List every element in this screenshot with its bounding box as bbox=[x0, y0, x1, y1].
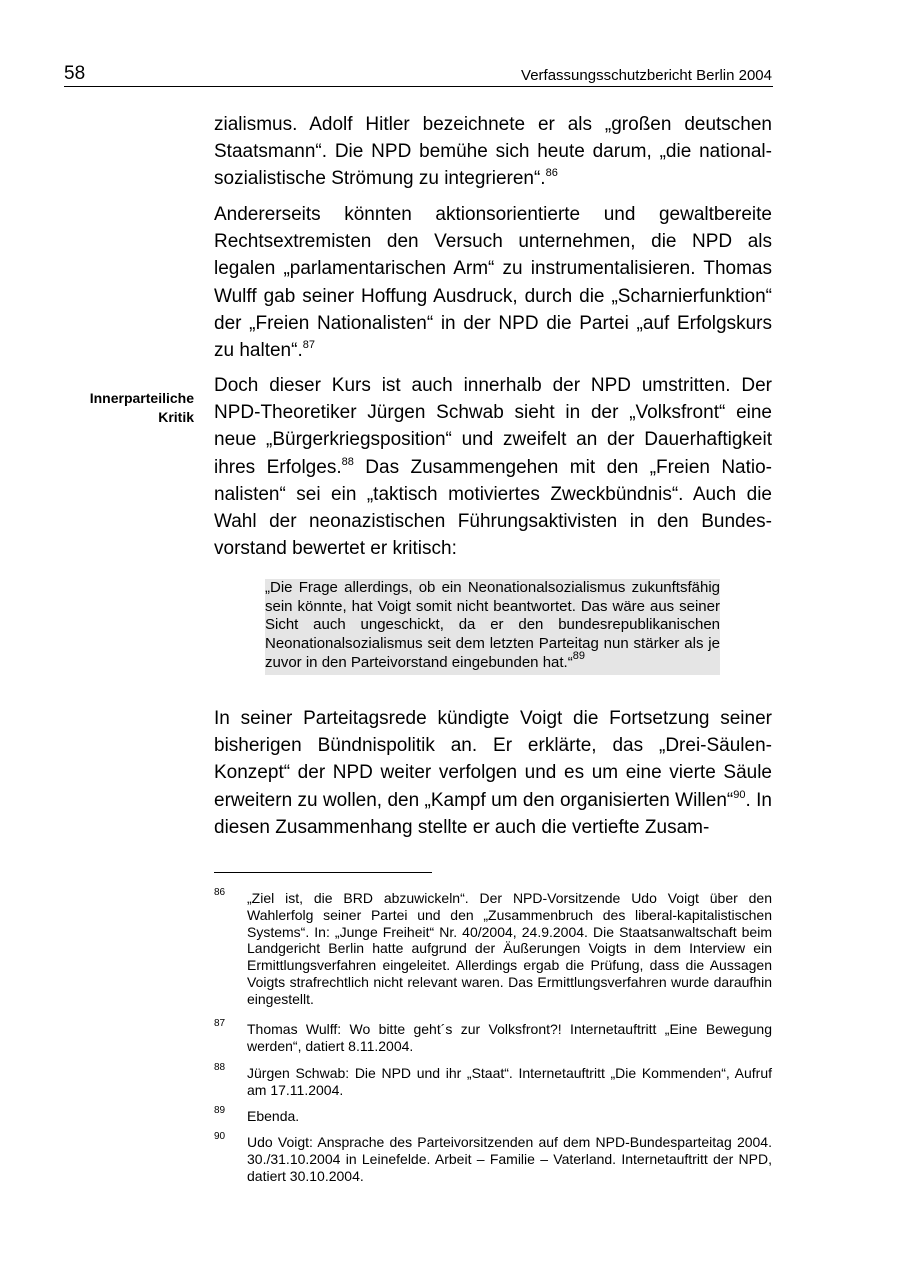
footnote-ref-87[interactable]: 87 bbox=[302, 339, 315, 352]
block-quote-text: „Die Frage allerdings, ob ein Neonationalsozialismus zukunftsfähig sein könnte, hat Voigt somit nicht beantwortet. Das wäre aus seiner Sicht auch ungeschickt, da er den bundesrepublikanischen Neonationalsozialismus seit dem letzten Parteitag nun stärker als je zuvor in den Parteivorstand eingebunden hat.“ bbox=[265, 579, 720, 671]
footnote-number: 88 bbox=[214, 1062, 226, 1073]
footnote-87 bbox=[214, 1018, 772, 1055]
footnote-text: Thomas Wulff: Wo bitte geht´s zur Volksfront?! Internetauftritt „Eine Bewegung werden“, datiert 8.11.2004. bbox=[247, 1021, 772, 1054]
footnote-ref-90[interactable]: 90 bbox=[733, 788, 746, 801]
paragraph-4-text-before: In seiner Parteitagsrede kündigte Voigt die Fortsetzung seiner bisherigen Bündnispolitik an. Er erklärte, das „Drei-Säulen-Konzept“ der NPD weiter verfolgen und es um eine vierte Säule erweitern zu wollen, den „Kampf um den organisierten Willen“ bbox=[214, 708, 772, 811]
paragraph-1 bbox=[214, 111, 772, 193]
block-quote bbox=[265, 579, 720, 675]
margin-note bbox=[4, 389, 194, 427]
paragraph-1-text: zialismus. Adolf Hitler bezeichnete er als „großen deutschen Staatsmann“. Die NPD bemühe sich heute darum, „die nationalsozialistische Strömung zu integrieren“. bbox=[214, 114, 772, 190]
footnote-ref-88[interactable]: 88 bbox=[341, 455, 354, 468]
footnote-ref-86[interactable]: 86 bbox=[545, 167, 558, 180]
paragraph-3-text-before: Doch dieser Kurs ist auch innerhalb der NPD umstritten. Der NPD-Theoretiker Jürgen Schwab sieht in der „Volksfront“ eine neue „Bürgerkriegsposition“ und zweifelt an der Dauerhaftigkeit ihres Erfolges. bbox=[214, 375, 772, 478]
paragraph-3 bbox=[214, 372, 772, 562]
footnote-89 bbox=[214, 1105, 772, 1125]
footnote-number: 90 bbox=[214, 1131, 226, 1142]
footnote-number: 87 bbox=[214, 1018, 226, 1029]
header-rule bbox=[64, 86, 773, 87]
footnote-number: 86 bbox=[214, 887, 226, 898]
footnote-text: Jürgen Schwab: Die NPD und ihr „Staat“. Internetauftritt „Die Kommenden“, Aufruf am 17.11.2004. bbox=[247, 1065, 772, 1098]
footnote-86 bbox=[214, 887, 772, 1008]
footnote-rule bbox=[214, 872, 432, 873]
footnote-88 bbox=[214, 1062, 772, 1099]
paragraph-3-text-after: Das Zusammengehen mit den „Freien Nationalisten“ sei ein „taktisch motiviertes Zweckbündnis“. Auch die Wahl der neonazistischen Führungsaktivisten in den Bundesvorstand bewertet er kritisch: bbox=[214, 456, 772, 560]
paragraph-2 bbox=[214, 201, 772, 364]
footnote-text: Ebenda. bbox=[247, 1108, 300, 1124]
footnote-90 bbox=[214, 1131, 772, 1184]
running-title: Verfassungsschutzbericht Berlin 2004 bbox=[521, 67, 772, 84]
margin-note-line-2: Kritik bbox=[158, 409, 194, 425]
footnote-text: „Ziel ist, die BRD abzuwickeln“. Der NPD-Vorsitzende Udo Voigt über den Wahlerfolg seiner Partei und den „Zusammenbruch des liberal-kapitalistischen Systems“. In: „Junge Freiheit“ Nr. 40/2004, 24.9.2004. Die Staatsanwaltschaft beim Landgericht Berlin hatte aufgrund der Äußerungen Voigts in dem Interview ein Ermittlungsverfahren eingeleitet. Allerdings ergab die Prüfung, dass die Aussagen Voigts strafrechtlich nicht relevant waren. Das Ermittlungsverfahren wurde daraufhin eingestellt. bbox=[247, 890, 772, 1007]
paragraph-4 bbox=[214, 705, 772, 841]
footnote-text: Udo Voigt: Ansprache des Parteivorsitzenden auf dem NPD-Bundesparteitag 2004. 30./31.10.2004 in Leinefelde. Arbeit – Familie – Vaterland. Internetauftritt der NPD, datiert 30.10.2004. bbox=[247, 1134, 772, 1184]
page-number: 58 bbox=[64, 63, 86, 84]
footnote-ref-89[interactable]: 89 bbox=[572, 649, 585, 662]
paragraph-4-text-after: . In diesen Zusammenhang stellte er auch die vertiefte Zusam- bbox=[214, 789, 772, 838]
margin-note-line-1: Innerparteiliche bbox=[89, 390, 194, 406]
footnote-number: 89 bbox=[214, 1105, 226, 1116]
paragraph-2-text: Andererseits könnten aktionsorientierte und gewaltbereite Rechtsextremisten den Versuch unternehmen, die NPD als legalen „parlamentarischen Arm“ zu instrumentalisieren. Thomas Wulff gab seiner Hoffung Ausdruck, durch die „Scharnierfunktion“ der „Freien Nationalisten“ in der NPD die Partei „auf Erfolgskurs zu halten“. bbox=[214, 204, 772, 362]
